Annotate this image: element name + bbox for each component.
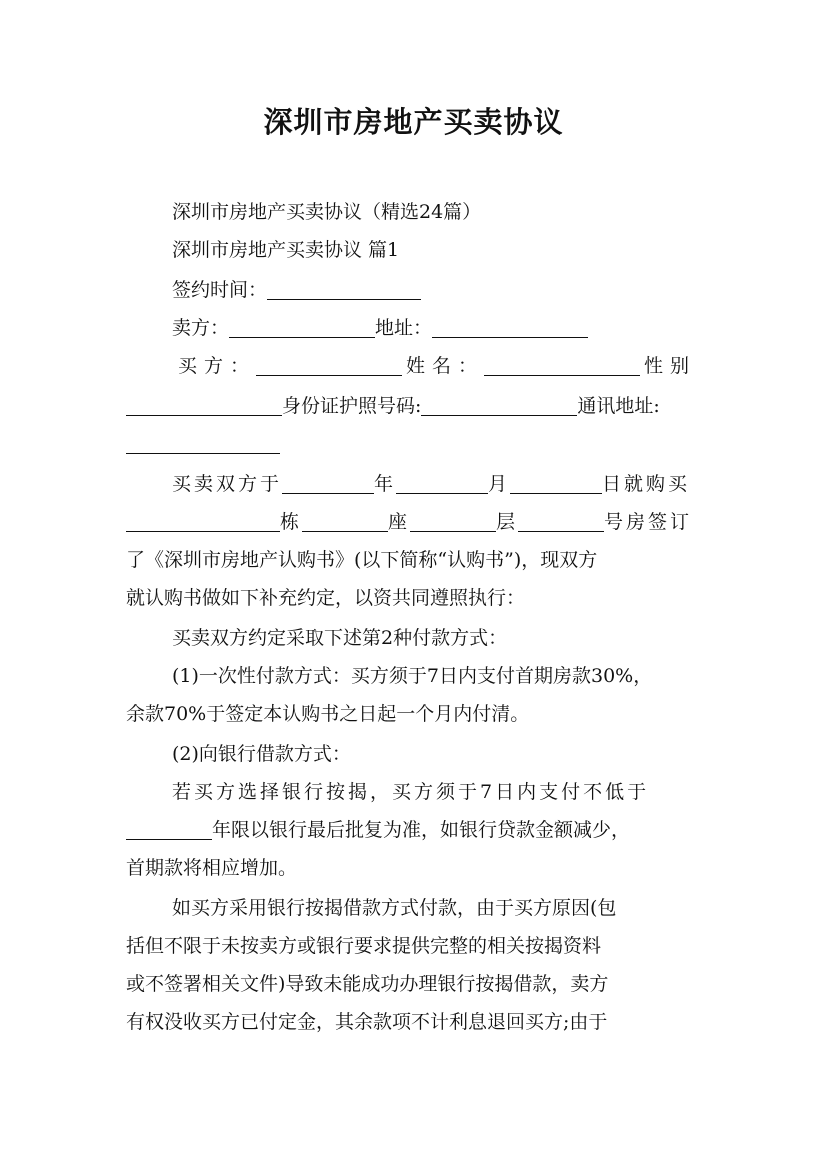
loan-term-blank (126, 819, 212, 840)
building-blank (302, 511, 388, 532)
name-label: 姓名： (406, 355, 485, 377)
p6-line2: 括但不限于未按卖方或银行要求提供完整的相关按揭资料 (126, 935, 602, 957)
buyer-row (178, 352, 712, 380)
p1-line1 (172, 470, 706, 498)
buyer-label: 买方： (178, 355, 257, 377)
day-blank (510, 473, 602, 494)
p6-line4: 有权没收买方已付定金，其余款项不计利息退回买方;由于 (126, 1011, 608, 1033)
name-blank (484, 355, 640, 376)
subtitle: 深圳市房地产买卖协议（精选24篇） (172, 201, 482, 223)
sign-time-blank (267, 279, 421, 300)
p4-bank-loan: (2)向银行借款方式： (172, 743, 351, 765)
p6-line1: 如买方采用银行按揭借款方式付款，由于买方原因(包 (172, 897, 617, 919)
month-blank (396, 473, 488, 494)
p1-month: 月 (488, 473, 511, 495)
p5-line2-row (126, 816, 706, 844)
article-heading: 深圳市房地产买卖协议 篇1 (172, 239, 400, 261)
floor-blank (518, 511, 604, 532)
p1-line3: 了《深圳市房地产认购书》(以下简称“认购书”)，现双方 (126, 549, 598, 571)
id-row (126, 392, 706, 420)
year-blank (282, 473, 374, 494)
contact-address-label: 通讯地址: (577, 395, 660, 417)
buyer-blank (256, 355, 402, 376)
p6-line3: 或不签署相关文件)导致未能成功办理银行按揭借款，卖方 (126, 973, 609, 995)
p1-line4: 就认购书做如下补充约定，以资共同遵照执行： (126, 587, 526, 609)
address-label: 地址： (375, 317, 433, 339)
p5-line3: 首期款将相应增加。 (126, 857, 298, 879)
sign-time-row (172, 276, 706, 304)
id-blank (421, 395, 577, 416)
p1-day: 日就购买 (602, 473, 691, 495)
contact-address-row (126, 430, 706, 458)
p1-block: 座 (388, 511, 411, 533)
p2-payment-method: 买卖双方约定采取下述第2种付款方式： (172, 627, 508, 649)
gender-blank (126, 395, 282, 416)
id-label: 身份证护照号码: (282, 395, 422, 417)
property-blank (126, 511, 280, 532)
document-title: 深圳市房地产买卖协议 (263, 105, 564, 139)
p1-text-a: 买卖双方于 (172, 473, 283, 495)
gender-label: 性别 (644, 355, 697, 377)
p3-line1: (1)一次性付款方式：买方须于7日内支付首期房款30%， (172, 665, 653, 687)
contact-address-blank (126, 433, 280, 454)
p1-room: 号房签订 (604, 511, 693, 533)
p3-line2: 余款70%于签定本认购书之日起一个月内付清。 (126, 703, 530, 725)
p5-line2: 年限以银行最后批复为准，如银行贷款金额减少， (212, 819, 631, 841)
p1-year: 年 (374, 473, 397, 495)
sign-time-label: 签约时间： (172, 279, 268, 301)
p1-building: 栋 (280, 511, 303, 533)
address-blank (432, 317, 588, 338)
seller-row (172, 314, 706, 342)
seller-label: 卖方： (172, 317, 230, 339)
seller-blank (229, 317, 375, 338)
p1-floor: 层 (496, 511, 519, 533)
p1-line2 (126, 508, 706, 536)
block-blank (410, 511, 496, 532)
p5-line1: 若买方选择银行按揭，买方须于7日内支付不低于 (172, 781, 650, 803)
